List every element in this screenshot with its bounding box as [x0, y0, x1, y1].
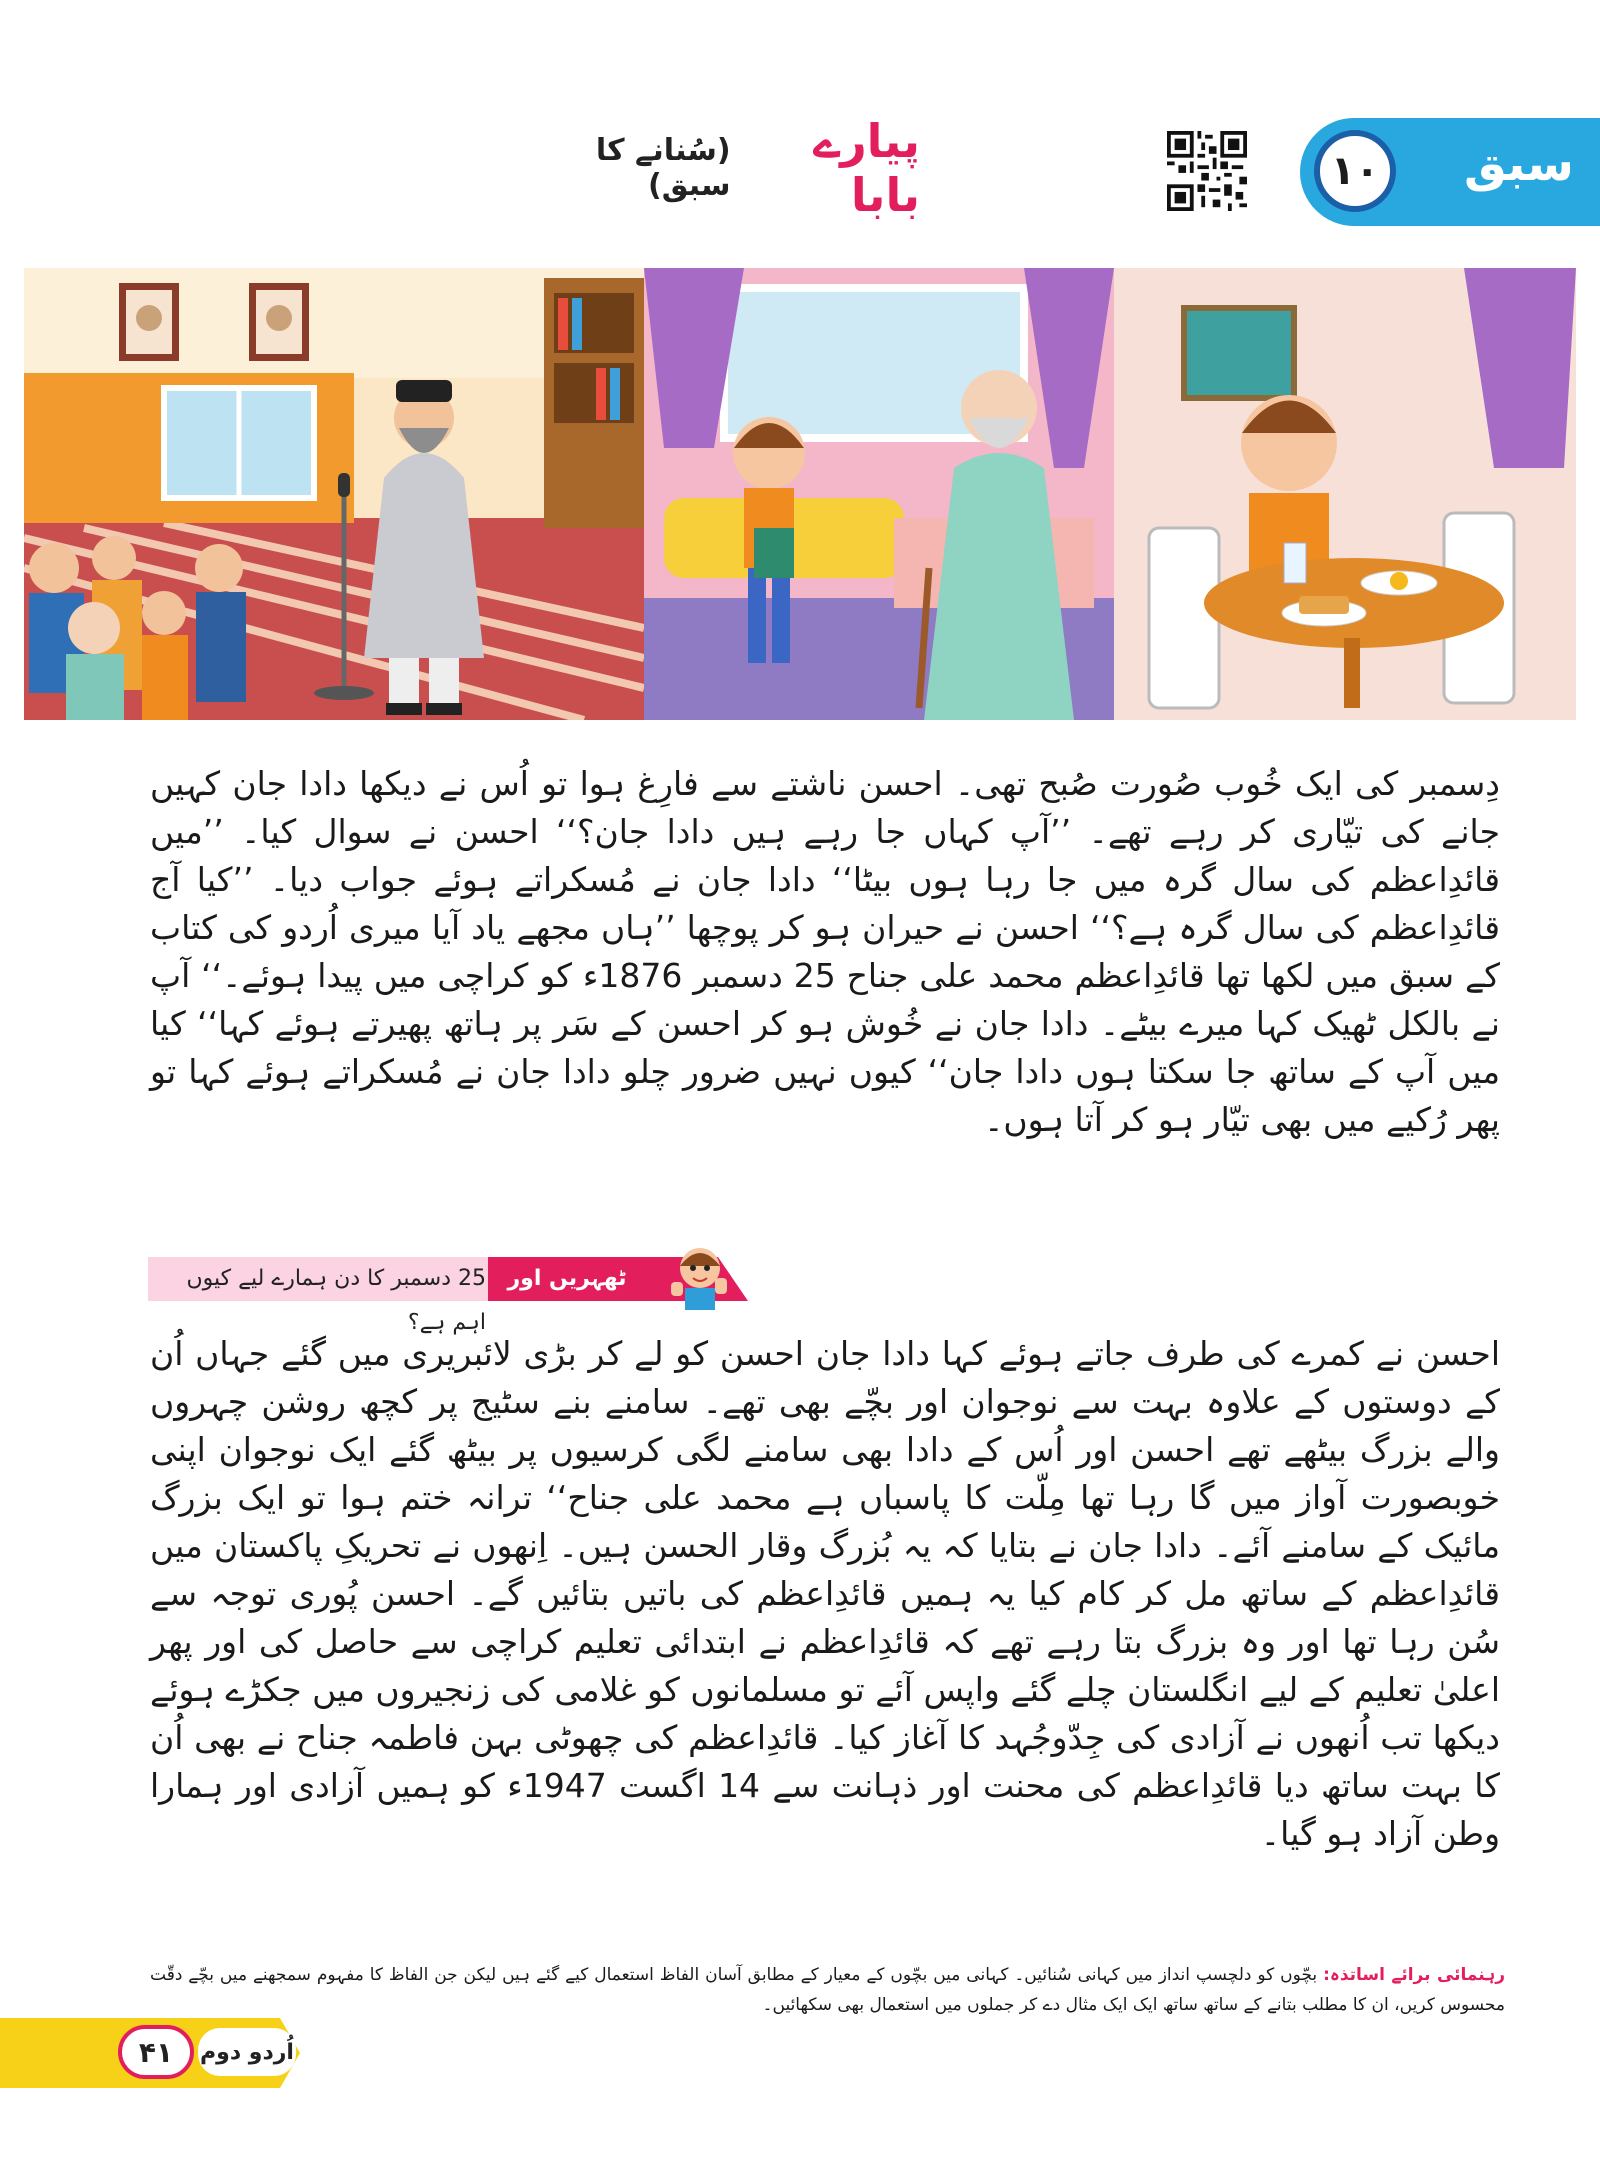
- teacher-note-text: بچّوں کو دلچسپ انداز میں کہانی سُنائیں۔ کہانی میں بچّوں کے معیار کے مطابق آسان الفاظ استعمال کیے گئے ہیں لیکن جن الفاظ کا مفہوم سمجھنے میں بچّے دقّت محسوس کریں، ان کا مطلب بتانے کے ساتھ ساتھ ایک ایک مثال دے کر جملوں میں استعمال بھی سکھائیں۔: [150, 1965, 1505, 2015]
- lesson-number: ۱۰: [1314, 130, 1396, 212]
- page-number: ۴۱: [118, 2025, 194, 2079]
- lesson-title: [520, 114, 920, 222]
- panel-hall-speaker: [24, 268, 1576, 720]
- activity-label: ٹھہریں اور بتائیں: [507, 1266, 627, 1335]
- title-main: پیارے بابا: [813, 114, 920, 222]
- lesson-tab: [1300, 118, 1600, 226]
- story-paragraph-2: احسن نے کمرے کی طرف جاتے ہوئے کہا دادا جان احسن کو لے کر بڑی لائبریری میں گئے جہاں اُن کے دوستوں کے علاوہ بہت سے نوجوان اور بچّے بھی تھے۔ سامنے بنے سٹیج پر کچھ روشن چہروں والے بزرگ بیٹھے تھے احسن اور اُس کے دادا بھی سامنے لگی کرسیوں پر بیٹھ گئے ایک نوجوان اپنی خوبصورت آواز میں گا رہا تھا مِلّت کا پاسباں ہے محمد علی جناح‘‘ ترانہ ختم ہوا تو ایک بزرگ مائیک کے سامنے آئے۔ دادا جان نے بتایا کہ یہ بُزرگ وقار الحسن ہیں۔ اِنھوں نے تحریکِ پاکستان میں قائدِاعظم کے ساتھ مل کر کام کیا یہ ہمیں قائدِاعظم کی باتیں بتائیں گے۔ احسن پُوری توجہ سے سُن رہا تھا اور وہ بزرگ بتا رہے تھے کہ قائدِاعظم نے ابتدائی تعلیم کراچی سے حاصل کی اور پھر اعلیٰ تعلیم کے لیے انگلستان چلے گئے واپس آئے تو مسلمانوں کو غلامی کی زنجیروں میں جکڑے ہوئے دیکھا تب اُنھوں نے آزادی کی جِدّوجُہد کا آغاز کیا۔ قائدِاعظم کی چھوٹی بہن فاطمہ جناح نے بھی اُن کا بہت ساتھ دیا قائدِاعظم کی محنت اور ذہانت سے 14 اگست 1947ء کو ہمیں آزادی اور ہمارا وطن آزاد ہو گیا۔: [150, 1334, 1500, 1853]
- pause-and-tell-band: [148, 1250, 753, 1335]
- book-name: اُردو دوم: [198, 2028, 296, 2076]
- title-sub: (سُنانے کا سبق): [595, 133, 731, 203]
- teacher-guidance-note: [150, 1960, 1505, 2020]
- story-illustration: [24, 268, 1576, 720]
- activity-question: 25 دسمبر کا دن ہمارے لیے کیوں اہم ہے؟: [186, 1266, 486, 1335]
- lesson-word: سبق: [1463, 136, 1574, 192]
- thinking-kid-icon: [663, 1238, 737, 1310]
- teacher-note-label: رہنمائی برائے اساتذہ:: [1323, 1965, 1505, 1985]
- story-paragraph-1: دِسمبر کی ایک خُوب صُورت صُبح تھی۔ احسن ناشتے سے فارِغ ہوا تو اُس نے دیکھا دادا جان کہیں جانے کی تیّاری کر رہے تھے۔ ’’آپ کہاں جا رہے ہیں دادا جان؟‘‘ احسن نے سوال کیا۔ ’’میں قائدِاعظم کی سال گرہ میں جا رہا ہوں بیٹا‘‘ دادا جان نے مُسکراتے ہوئے جواب دیا۔ ’’کیا آج قائدِاعظم کی سال گرہ ہے؟‘‘ احسن نے حیران ہو کر پوچھا ’’ہاں مجھے یاد آیا میری اُردو کی کتاب کے سبق میں لکھا تھا قائدِاعظم محمد علی جناح 25 دسمبر 1876ء کو کراچی میں پیدا ہوئے۔‘‘ آپ نے بالکل ٹھیک کہا میرے بیٹے۔ دادا جان نے خُوش ہو کر احسن کے سَر پر ہاتھ پھیرتے ہوئے کہا‘‘ کیا میں آپ کے ساتھ جا سکتا ہوں دادا جان‘‘ کیوں نہیں ضرور چلو دادا جان نے مُسکراتے ہوئے کہا تو پھر رُکیے میں بھی تیّار ہو کر آتا ہوں۔: [150, 764, 1500, 1139]
- qr-code-icon[interactable]: [1167, 131, 1247, 211]
